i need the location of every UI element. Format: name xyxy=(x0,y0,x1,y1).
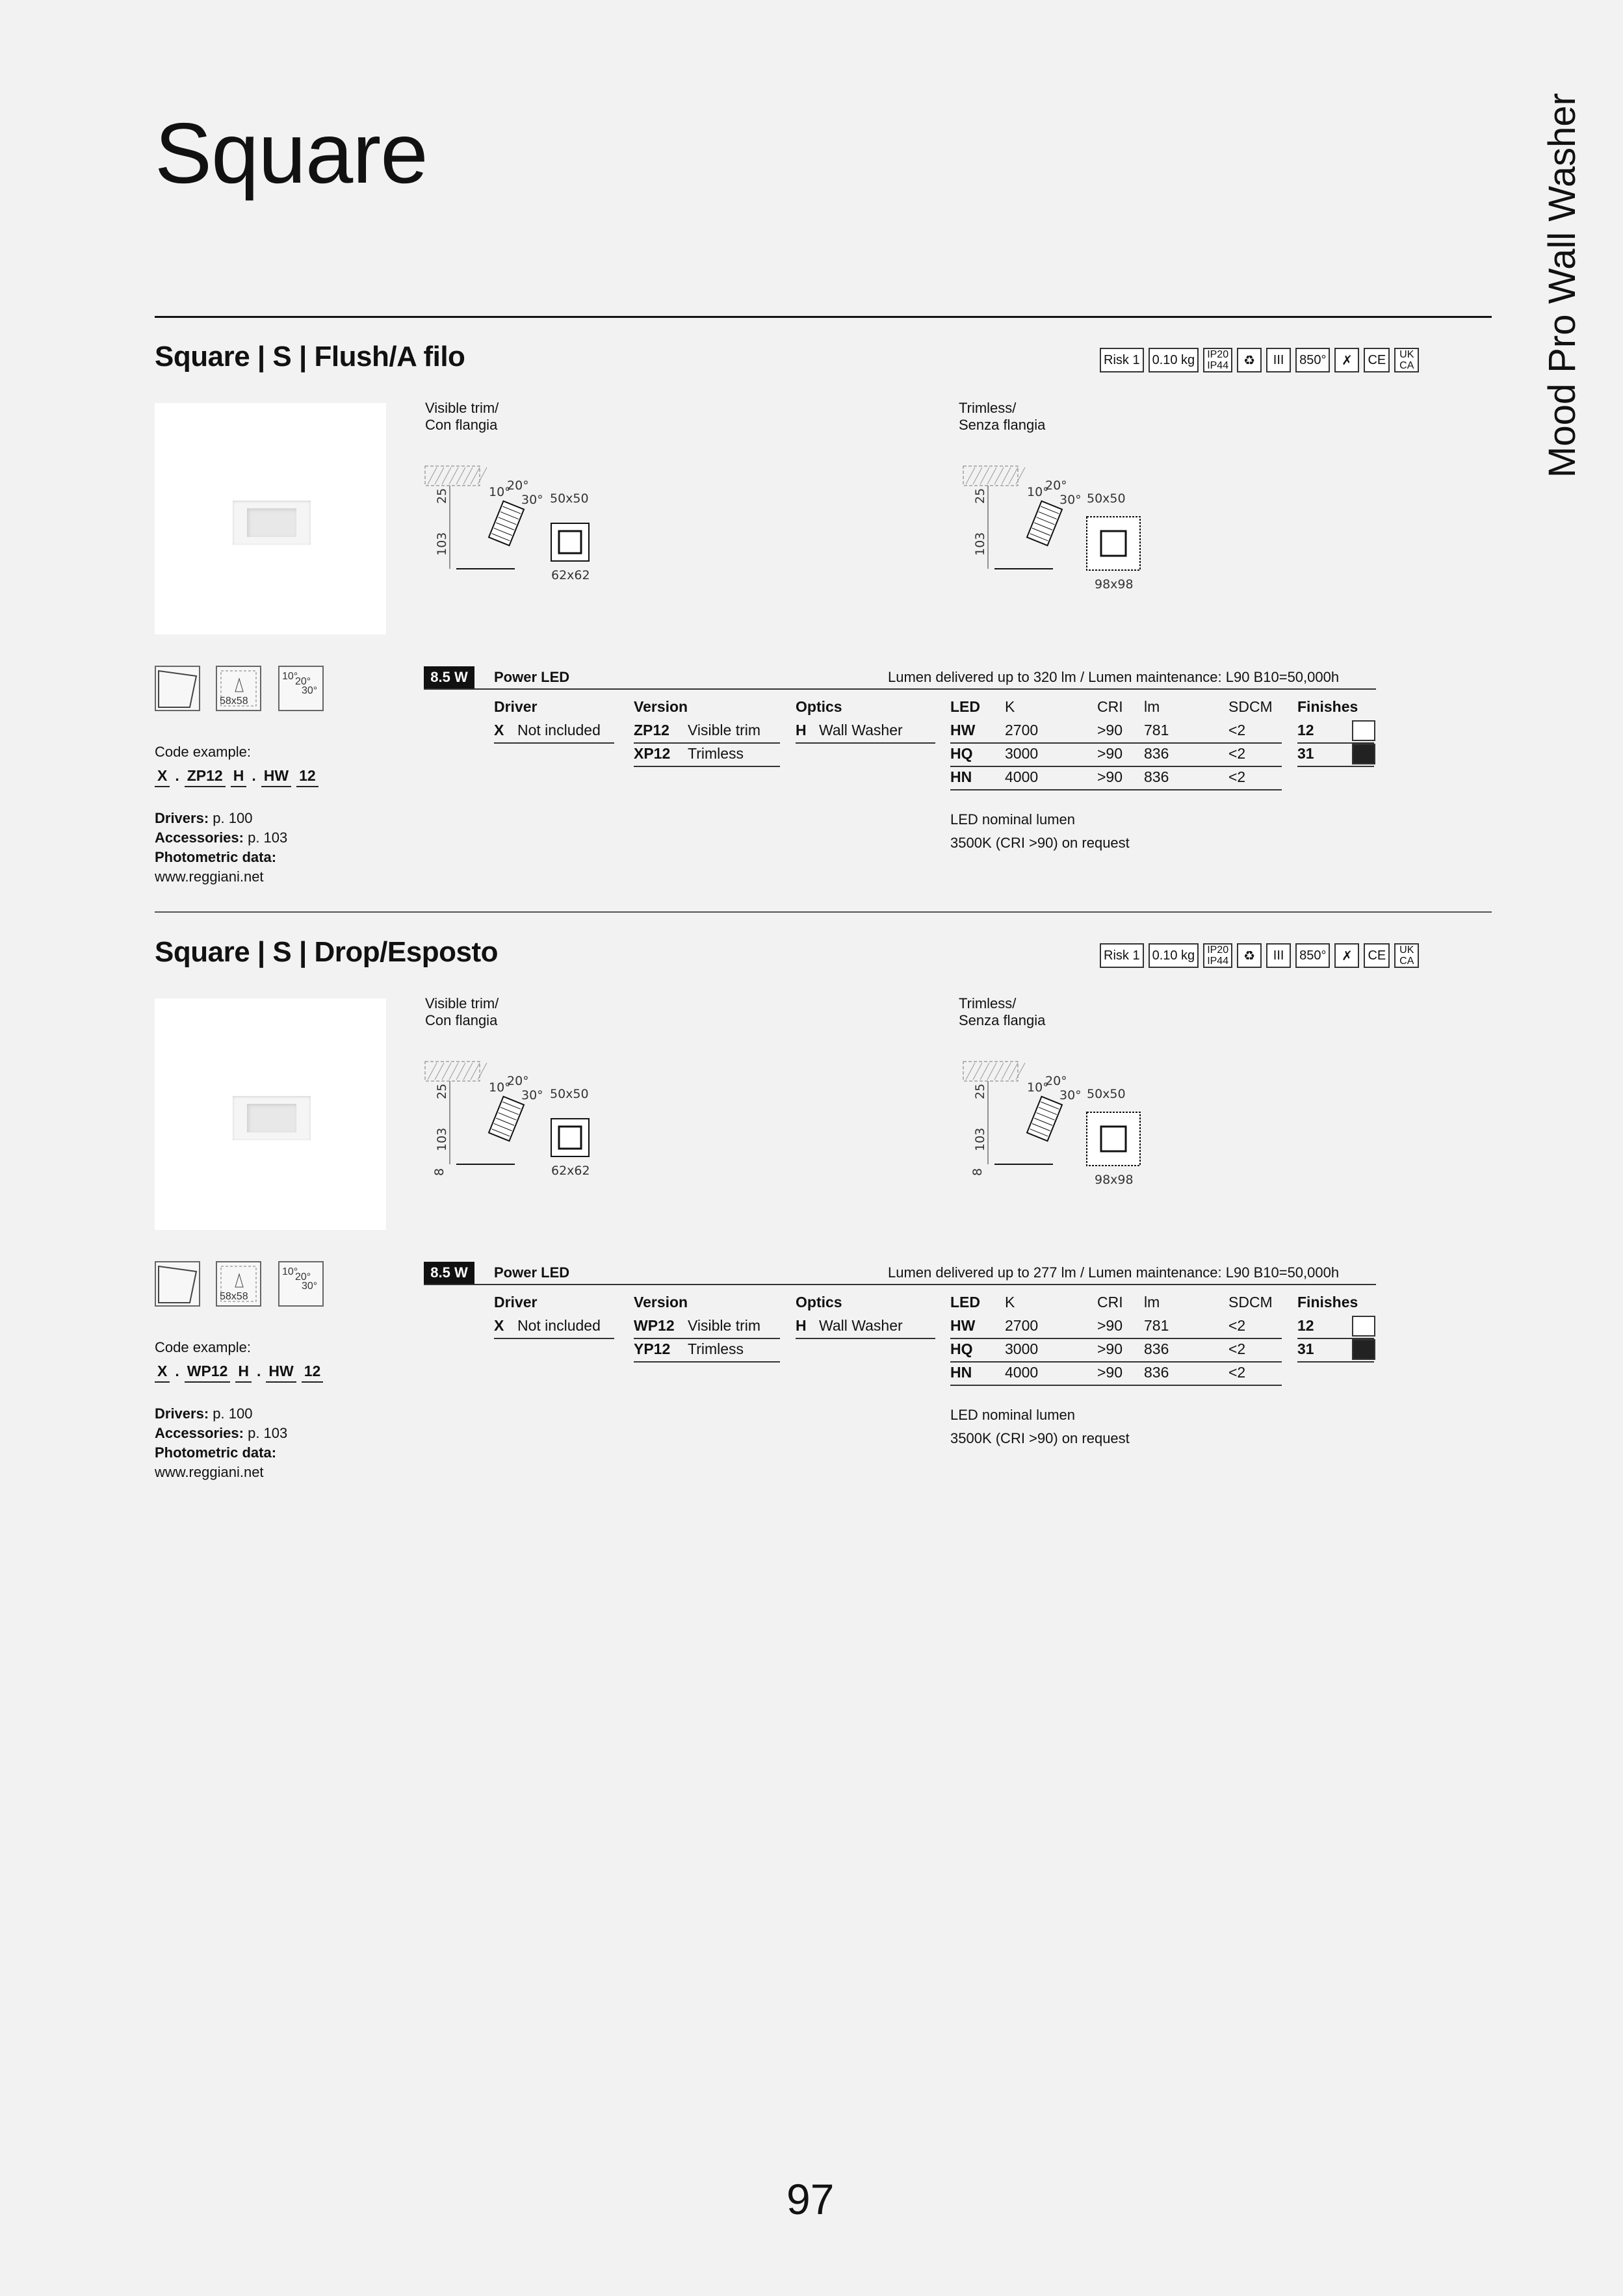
weight-badge: 0.10 kg xyxy=(1149,348,1199,372)
accessories-page: p. 103 xyxy=(243,1425,288,1441)
ukca-mark-icon-line: CA xyxy=(1399,956,1414,967)
version-code[interactable]: WP12 xyxy=(634,1317,675,1334)
ukca-mark-icon-line: CA xyxy=(1399,360,1414,371)
code-segment: ZP12 xyxy=(185,767,226,787)
certification-icons xyxy=(1100,348,1419,372)
row-underline xyxy=(950,1338,1282,1339)
lamp-image xyxy=(233,501,311,545)
hatch-line xyxy=(966,467,975,484)
optics-code[interactable]: H xyxy=(796,1317,807,1334)
tilt-angle-c: 30° xyxy=(302,685,318,696)
code-segment: WP12 xyxy=(185,1363,231,1383)
led-note: 3500K (CRI >90) on request xyxy=(950,835,1130,851)
led-note: 3500K (CRI >90) on request xyxy=(950,1430,1130,1446)
finish-code[interactable]: 12 xyxy=(1297,722,1314,738)
square-cut-icon xyxy=(155,666,200,711)
led-cri: >90 xyxy=(1097,722,1123,738)
hatch-line xyxy=(463,467,473,484)
inner-size: 50x50 xyxy=(1087,1087,1126,1101)
led-lm: 781 xyxy=(1144,722,1169,738)
row-underline xyxy=(950,1385,1282,1386)
dim-8: 8 xyxy=(432,1168,447,1176)
row-underline xyxy=(796,742,935,744)
dim-25: 25 xyxy=(973,1083,987,1099)
header-led: LED xyxy=(950,698,980,715)
header-version: Version xyxy=(634,698,688,715)
code-example-label: Code example: xyxy=(155,1339,251,1355)
glow-wire-badge: 850° xyxy=(1295,348,1330,372)
header-sdcm: SDCM xyxy=(1228,698,1273,715)
trimless-label-line: Trimless/ xyxy=(959,400,1017,416)
visible-trim-drawing xyxy=(424,1060,606,1197)
code-example xyxy=(155,1363,323,1383)
dim-103: 103 xyxy=(973,532,987,556)
angle-10: 10° xyxy=(489,485,511,499)
code-segment: X xyxy=(155,767,170,787)
driver-code[interactable]: X xyxy=(494,1317,504,1334)
hatch-line xyxy=(994,467,1004,484)
tilt-angle-c: 30° xyxy=(302,1281,318,1292)
angle-10: 10° xyxy=(1027,485,1049,499)
visible-trim-label xyxy=(425,400,499,434)
version-code[interactable]: YP12 xyxy=(634,1340,671,1357)
section-title: Square | S | Flush/A filo xyxy=(155,341,465,372)
code-segment: H xyxy=(231,767,247,787)
ip-rating-badge-line: IP44 xyxy=(1207,956,1229,967)
header-cri: CRI xyxy=(1097,1294,1123,1311)
hatch-line xyxy=(435,1063,444,1080)
recycle-icon: ♻ xyxy=(1237,943,1262,968)
outer-size: 98x98 xyxy=(1095,1173,1134,1187)
header-driver: Driver xyxy=(494,1294,538,1311)
trim-outline xyxy=(551,1119,589,1156)
no-insulation-cover-icon: ✗ xyxy=(1334,943,1359,968)
angle-20: 20° xyxy=(507,478,529,493)
side-title-text: Mood Pro Wall Washer xyxy=(1541,93,1583,478)
inner-size: 50x50 xyxy=(550,1087,589,1101)
angle-20: 20° xyxy=(507,1074,529,1088)
recycle-icon: ♻ xyxy=(1237,348,1262,372)
trimless-label xyxy=(959,400,1045,434)
hatch-line xyxy=(980,467,989,484)
code-segment: 12 xyxy=(302,1363,324,1383)
row-underline xyxy=(634,766,780,767)
notes xyxy=(155,1404,287,1482)
no-insulation-cover-icon: ✗ xyxy=(1334,348,1359,372)
code-segment: . xyxy=(175,1363,179,1379)
header-sdcm: SDCM xyxy=(1228,1294,1273,1311)
lumen-info: Lumen delivered up to 277 lm / Lumen maintenance: L90 B10=50,000h xyxy=(888,1264,1340,1281)
led-note: LED nominal lumen xyxy=(950,811,1075,828)
led-cri: >90 xyxy=(1097,1317,1123,1334)
led-sdcm: <2 xyxy=(1228,1317,1246,1334)
header-lm: lm xyxy=(1144,698,1160,715)
tilt-angle-a: 10° xyxy=(282,671,298,682)
section-divider xyxy=(155,316,1492,318)
header-k: K xyxy=(1005,1294,1015,1311)
trimless-label xyxy=(959,995,1045,1029)
ip-rating-badge-line: IP44 xyxy=(1207,360,1229,371)
led-code[interactable]: HN xyxy=(950,768,972,785)
code-segment: HW xyxy=(261,767,291,787)
led-sdcm: <2 xyxy=(1228,768,1246,785)
cutout-size: 58x58 xyxy=(220,696,248,707)
lumen-info: Lumen delivered up to 320 lm / Lumen maintenance: L90 B10=50,000h xyxy=(888,669,1340,685)
code-segment: HW xyxy=(266,1363,296,1383)
angle-10: 10° xyxy=(489,1080,511,1095)
hatch-line xyxy=(1002,1063,1011,1080)
trim-outline xyxy=(551,523,589,561)
drivers-label: Drivers: xyxy=(155,1405,209,1422)
led-k: 4000 xyxy=(1005,1364,1039,1381)
header-k: K xyxy=(1005,698,1015,715)
code-segment: 12 xyxy=(296,767,318,787)
trimless-label-line: Senza flangia xyxy=(959,417,1046,433)
visible-trim-label xyxy=(425,995,499,1029)
row-underline xyxy=(950,742,1282,744)
led-lm: 836 xyxy=(1144,768,1169,785)
hatch-line xyxy=(442,1063,451,1080)
ukca-mark-icon xyxy=(1394,348,1419,372)
row-underline xyxy=(1297,766,1374,767)
code-segment: . xyxy=(257,1363,261,1379)
accessories-page: p. 103 xyxy=(243,829,288,846)
driver-label: Not included xyxy=(517,722,601,738)
visible-trim-drawing xyxy=(424,465,606,601)
dim-25: 25 xyxy=(973,488,987,504)
page-number: 97 xyxy=(786,2175,835,2223)
angle-30: 30° xyxy=(521,1088,543,1102)
hatch-line xyxy=(1009,1063,1018,1080)
led-cri: >90 xyxy=(1097,768,1123,785)
website-link[interactable]: www.reggiani.net xyxy=(155,1464,264,1480)
hatch-line xyxy=(428,467,437,484)
led-k: 2700 xyxy=(1005,722,1039,738)
finish-code[interactable]: 31 xyxy=(1297,1340,1314,1357)
version-code[interactable]: XP12 xyxy=(634,745,671,762)
cutout-size: 58x58 xyxy=(220,1291,248,1302)
ukca-mark-icon-line: UK xyxy=(1399,945,1414,956)
optics-label: Wall Washer xyxy=(819,1317,903,1334)
led-code[interactable]: HW xyxy=(950,722,976,738)
square-cut-icon xyxy=(155,1261,200,1307)
drivers-label: Drivers: xyxy=(155,810,209,826)
dim-8: 8 xyxy=(970,1168,985,1176)
outer-size: 62x62 xyxy=(551,1164,590,1178)
led-code[interactable]: HW xyxy=(950,1317,976,1334)
product-photo xyxy=(155,998,386,1230)
visible-trim-label-line: Con flangia xyxy=(425,1012,498,1028)
tilt-angle-b: 20° xyxy=(295,676,311,687)
angle-30: 30° xyxy=(1059,1088,1082,1102)
led-code[interactable]: HQ xyxy=(950,1340,973,1357)
trimless-outline xyxy=(1087,517,1140,570)
outer-size: 62x62 xyxy=(551,568,590,582)
row-underline xyxy=(950,1361,1282,1363)
hatch-line xyxy=(478,1063,487,1080)
power-led-label: Power LED xyxy=(494,1264,570,1281)
accessories-label: Accessories: xyxy=(155,829,244,846)
code-segment: . xyxy=(252,767,256,784)
led-k: 4000 xyxy=(1005,768,1039,785)
led-code[interactable]: HN xyxy=(950,1364,972,1381)
visible-trim-label-line: Visible trim/ xyxy=(425,400,499,416)
led-cri: >90 xyxy=(1097,745,1123,762)
hatch-line xyxy=(973,467,982,484)
class-iii-icon: III xyxy=(1266,943,1291,968)
row-underline xyxy=(634,1338,780,1339)
hatch-line xyxy=(442,467,451,484)
led-k: 3000 xyxy=(1005,745,1039,762)
inner-size: 50x50 xyxy=(1087,491,1126,506)
power-badge: 8.5 W xyxy=(424,1262,474,1284)
hatch-line xyxy=(1016,1063,1025,1080)
dim-103: 103 xyxy=(435,1127,449,1151)
hatch-line xyxy=(456,1063,465,1080)
cutout-dimension-icon xyxy=(216,1261,261,1307)
hatch-line xyxy=(1002,467,1011,484)
row-underline xyxy=(494,742,614,744)
led-cri: >90 xyxy=(1097,1364,1123,1381)
angle-30: 30° xyxy=(1059,493,1082,507)
trimless-drawing xyxy=(962,465,1157,601)
visible-trim-label-line: Con flangia xyxy=(425,417,498,433)
hatch-line xyxy=(973,1063,982,1080)
hatch-line xyxy=(987,467,996,484)
section-divider xyxy=(155,911,1492,913)
code-segment: X xyxy=(155,1363,170,1383)
ukca-mark-icon xyxy=(1394,943,1419,968)
ukca-mark-icon-line: UK xyxy=(1399,349,1414,360)
drivers-page: p. 100 xyxy=(209,1405,253,1422)
visible-trim-label-line: Visible trim/ xyxy=(425,995,499,1011)
row-underline xyxy=(634,1361,780,1363)
tilt-angle-b: 20° xyxy=(295,1272,311,1283)
finish-swatch[interactable] xyxy=(1352,744,1375,764)
driver-label: Not included xyxy=(517,1317,601,1334)
finish-swatch[interactable] xyxy=(1352,1339,1375,1360)
class-iii-icon: III xyxy=(1266,348,1291,372)
led-lm: 836 xyxy=(1144,745,1169,762)
header-optics: Optics xyxy=(796,698,842,715)
led-k: 3000 xyxy=(1005,1340,1039,1357)
version-label: Visible trim xyxy=(688,722,761,738)
led-lm: 836 xyxy=(1144,1364,1169,1381)
hatch-line xyxy=(463,1063,473,1080)
led-code[interactable]: HQ xyxy=(950,745,973,762)
website-link[interactable]: www.reggiani.net xyxy=(155,868,264,885)
led-sdcm: <2 xyxy=(1228,1364,1246,1381)
hatch-line xyxy=(966,1063,975,1080)
row-underline xyxy=(796,1338,935,1339)
header-finishes: Finishes xyxy=(1297,698,1358,715)
ce-mark-icon: CE xyxy=(1364,943,1390,968)
led-lm: 781 xyxy=(1144,1317,1169,1334)
dim-103: 103 xyxy=(435,532,449,556)
outer-size: 98x98 xyxy=(1095,577,1134,592)
led-cri: >90 xyxy=(1097,1340,1123,1357)
finish-code[interactable]: 31 xyxy=(1297,745,1314,762)
hatch-line xyxy=(449,467,458,484)
angle-30: 30° xyxy=(521,493,543,507)
certification-icons xyxy=(1100,943,1419,968)
ip-rating-badge-line: IP20 xyxy=(1207,945,1229,956)
hatch-line xyxy=(449,1063,458,1080)
risk-badge: Risk 1 xyxy=(1100,348,1144,372)
led-note: LED nominal lumen xyxy=(950,1407,1075,1423)
hatch-line xyxy=(471,1063,480,1080)
weight-badge: 0.10 kg xyxy=(1149,943,1199,968)
led-sdcm: <2 xyxy=(1228,745,1246,762)
led-sdcm: <2 xyxy=(1228,1340,1246,1357)
led-k: 2700 xyxy=(1005,1317,1039,1334)
header-led: LED xyxy=(950,1294,980,1311)
photometric-label: Photometric data: xyxy=(155,849,277,865)
accessories-label: Accessories: xyxy=(155,1425,244,1441)
row-underline xyxy=(950,766,1282,767)
dim-103: 103 xyxy=(973,1127,987,1151)
hatch-line xyxy=(994,1063,1004,1080)
angle-20: 20° xyxy=(1045,1074,1067,1088)
header-lm: lm xyxy=(1144,1294,1160,1311)
hatch-line xyxy=(987,1063,996,1080)
tilt-angle-a: 10° xyxy=(282,1266,298,1277)
code-segment: H xyxy=(235,1363,252,1383)
dim-25: 25 xyxy=(435,488,449,504)
tilt-angle-icon xyxy=(278,666,324,711)
ce-mark-icon: CE xyxy=(1364,348,1390,372)
angle-10: 10° xyxy=(1027,1080,1049,1095)
ip-rating-badge xyxy=(1203,348,1232,372)
cutout-dimension-icon xyxy=(216,666,261,711)
hatch-line xyxy=(478,467,487,484)
finish-swatch[interactable] xyxy=(1352,720,1375,741)
notes xyxy=(155,809,287,887)
header-version: Version xyxy=(634,1294,688,1311)
driver-code[interactable]: X xyxy=(494,722,504,738)
trimless-outline xyxy=(1087,1112,1140,1166)
hatch-line xyxy=(471,467,480,484)
row-underline xyxy=(634,742,780,744)
lamp-image xyxy=(233,1096,311,1140)
row-underline xyxy=(494,1338,614,1339)
finish-swatch[interactable] xyxy=(1352,1316,1375,1337)
version-label: Trimless xyxy=(688,745,744,762)
table-top-line xyxy=(424,1284,1376,1285)
optics-label: Wall Washer xyxy=(819,722,903,738)
header-finishes: Finishes xyxy=(1297,1294,1358,1311)
glow-wire-badge: 850° xyxy=(1295,943,1330,968)
tilt-angle-icon xyxy=(278,1261,324,1307)
version-label: Visible trim xyxy=(688,1317,761,1334)
dim-25: 25 xyxy=(435,1083,449,1099)
photometric-label: Photometric data: xyxy=(155,1444,277,1461)
hatch-line xyxy=(456,467,465,484)
row-underline xyxy=(1297,1361,1374,1363)
code-example xyxy=(155,767,318,787)
hatch-line xyxy=(980,1063,989,1080)
table-top-line xyxy=(424,688,1376,690)
row-underline xyxy=(950,789,1282,790)
header-optics: Optics xyxy=(796,1294,842,1311)
trimless-label-line: Senza flangia xyxy=(959,1012,1046,1028)
led-lm: 836 xyxy=(1144,1340,1169,1357)
risk-badge: Risk 1 xyxy=(1100,943,1144,968)
finish-code[interactable]: 12 xyxy=(1297,1317,1314,1334)
code-segment: . xyxy=(175,767,179,784)
code-example-label: Code example: xyxy=(155,744,251,760)
power-badge: 8.5 W xyxy=(424,666,474,688)
optics-code[interactable]: H xyxy=(796,722,807,738)
version-label: Trimless xyxy=(688,1340,744,1357)
drivers-page: p. 100 xyxy=(209,810,253,826)
ip-rating-badge-line: IP20 xyxy=(1207,349,1229,360)
trimless-drawing xyxy=(962,1060,1157,1197)
inner-size: 50x50 xyxy=(550,491,589,506)
hatch-line xyxy=(1016,467,1025,484)
product-photo xyxy=(155,403,386,634)
hatch-line xyxy=(1009,467,1018,484)
hatch-line xyxy=(435,467,444,484)
ip-rating-badge xyxy=(1203,943,1232,968)
version-code[interactable]: ZP12 xyxy=(634,722,669,738)
header-cri: CRI xyxy=(1097,698,1123,715)
page-title: Square xyxy=(155,105,428,201)
angle-20: 20° xyxy=(1045,478,1067,493)
section-title: Square | S | Drop/Esposto xyxy=(155,936,498,968)
led-sdcm: <2 xyxy=(1228,722,1246,738)
hatch-line xyxy=(428,1063,437,1080)
header-driver: Driver xyxy=(494,698,538,715)
trimless-label-line: Trimless/ xyxy=(959,995,1017,1011)
power-led-label: Power LED xyxy=(494,669,570,685)
